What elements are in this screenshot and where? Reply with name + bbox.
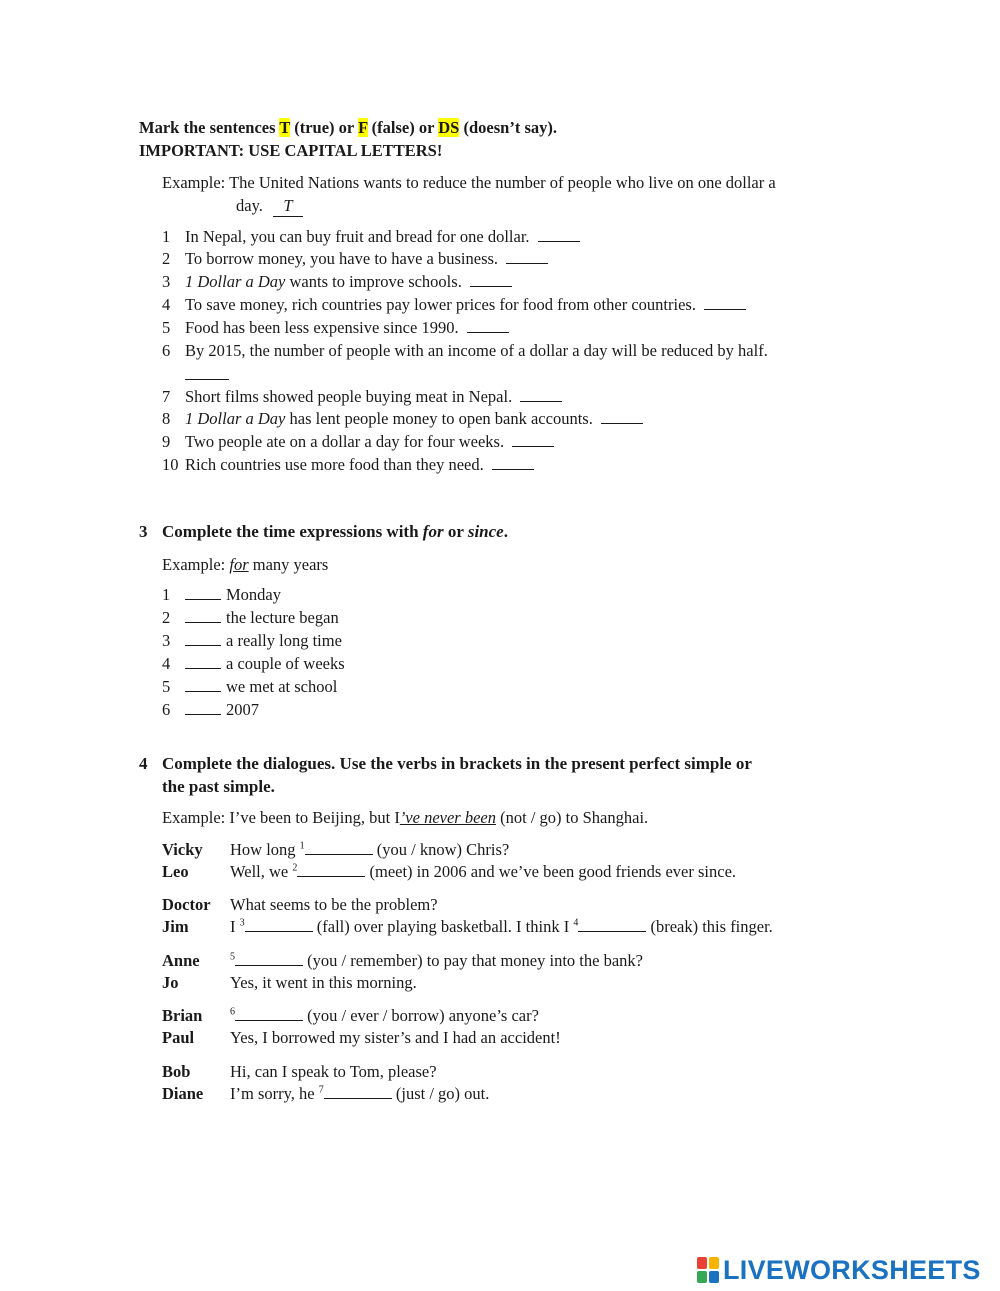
gap-number: 6: [230, 1006, 235, 1018]
dialogue-line: [162, 840, 509, 860]
list-item: [162, 318, 509, 338]
line-text: (fall) over playing basketball. I think I: [312, 917, 574, 936]
answer-field[interactable]: [185, 654, 221, 669]
item-text: To borrow money, you have to have a business.: [185, 249, 499, 268]
item-text: Food has been less expensive since 1990.: [185, 318, 459, 337]
speaker-name: Doctor: [162, 895, 211, 914]
section2-important: IMPORTANT: USE CAPITAL LETTERS!: [139, 141, 443, 160]
dialogue-line: [162, 1028, 561, 1048]
speaker-name: Anne: [162, 951, 200, 970]
example-answer: for: [229, 555, 249, 574]
answer-field[interactable]: [578, 917, 646, 932]
instr-text: Mark the sentences: [139, 118, 280, 137]
line-text: Yes, it went in this morning.: [230, 973, 417, 992]
list-item: [162, 272, 512, 292]
dialogue-line: [162, 1006, 539, 1026]
item-number: 5: [162, 318, 171, 337]
line-text: Hi, can I speak to Tom, please?: [230, 1062, 437, 1081]
doesnt-say-label: DS: [438, 118, 460, 137]
speaker-name: Leo: [162, 862, 189, 881]
instr-text: (true) or: [290, 118, 359, 137]
item-number: 4: [162, 295, 171, 314]
gap-number: 2: [292, 862, 298, 874]
speaker-name: Paul: [162, 1028, 195, 1047]
gap-number: 4: [573, 917, 579, 929]
speaker-name: Brian: [162, 1006, 203, 1025]
answer-field[interactable]: [185, 365, 229, 380]
line-text: I’m sorry, he: [230, 1084, 319, 1103]
item-text: wants to improve schools.: [285, 272, 462, 291]
answer-field[interactable]: [704, 295, 746, 310]
example-text: (not / go) to Shanghai.: [496, 808, 649, 827]
dialogue-line: [162, 951, 643, 971]
answer-field[interactable]: [305, 840, 373, 855]
title-text: Complete the dialogues. Use the verbs in brackets in the present perfect simple or: [162, 754, 752, 773]
list-item: [162, 631, 342, 651]
speaker-name: Diane: [162, 1084, 204, 1103]
item-text: has lent people money to open bank accounts.: [285, 409, 593, 428]
gap-number: 5: [230, 951, 235, 963]
item-number: 1: [162, 227, 171, 246]
example-label: Example:: [162, 555, 226, 574]
dialogue-line: [162, 895, 438, 915]
example-label: Example:: [162, 173, 226, 192]
example-text: day.: [236, 196, 263, 215]
list-item: [162, 455, 534, 475]
answer-field[interactable]: [185, 631, 221, 646]
title-text: .: [503, 522, 508, 541]
line-text: I: [230, 917, 240, 936]
example-answer: ’ve never been: [399, 808, 496, 827]
section3-title: [139, 522, 508, 542]
section4-title: [139, 754, 752, 774]
line-text: Well, we: [230, 862, 293, 881]
answer-field[interactable]: [492, 455, 534, 470]
speaker-name: Vicky: [162, 840, 203, 859]
list-item: [162, 227, 580, 247]
list-item: [162, 249, 548, 269]
line-text: (just / go) out.: [391, 1084, 490, 1103]
list-item: [162, 654, 345, 674]
item-number: 2: [162, 608, 171, 627]
list-item: [162, 409, 643, 429]
speaker-name: Jim: [162, 917, 189, 936]
list-item: [162, 700, 259, 720]
item-number: 5: [162, 677, 171, 696]
answer-field[interactable]: [185, 700, 221, 715]
dialogue-line: [162, 1062, 437, 1082]
instr-text: (false) or: [367, 118, 439, 137]
answer-field[interactable]: [324, 1084, 392, 1099]
answer-field[interactable]: [470, 272, 512, 287]
item-text: the lecture began: [226, 608, 339, 627]
list-item: [162, 387, 562, 407]
list-item: [162, 585, 281, 605]
gap-number: 7: [318, 1084, 324, 1096]
logo-text: LIVEWORKSHEETS: [723, 1254, 981, 1285]
answer-field[interactable]: [520, 387, 562, 402]
answer-field[interactable]: [185, 608, 221, 623]
title-text: Complete the time expressions with: [162, 522, 423, 541]
gap-number: 1: [299, 840, 305, 852]
dialogue-line: [162, 862, 736, 882]
item-text: Two people ate on a dollar a day for four weeks.: [185, 432, 505, 451]
item-number: 6: [162, 700, 171, 719]
answer-field[interactable]: [185, 677, 221, 692]
item-text: 2007: [226, 700, 259, 719]
example-answer: T: [273, 196, 303, 217]
item-text: a couple of weeks: [226, 654, 345, 673]
item-text: Rich countries use more food than they need.: [185, 455, 484, 474]
item-italic: 1 Dollar a Day: [185, 409, 286, 428]
dialogue-line: [162, 973, 417, 993]
item-text: a really long time: [226, 631, 342, 650]
section4-title-cont: the past simple.: [162, 777, 275, 796]
logo-icon: [697, 1257, 719, 1283]
answer-field[interactable]: [235, 951, 303, 966]
item-number: 7: [162, 387, 171, 406]
item-number: 2: [162, 249, 171, 268]
liveworksheets-logo: [697, 1255, 981, 1285]
line-text: (you / know) Chris?: [372, 840, 510, 859]
item-number: 10: [162, 455, 179, 474]
line-text: (break) this finger.: [646, 917, 773, 936]
title-since: since: [467, 522, 504, 541]
dialogue-line: [162, 1084, 489, 1104]
section2-example-cont: [236, 196, 303, 217]
item-number: 6: [162, 341, 171, 360]
item-text: By 2015, the number of people with an income of a dollar a day will be reduced by half.: [185, 341, 768, 360]
section4-example: [162, 808, 648, 828]
line-text: Yes, I borrowed my sister’s and I had an accident!: [230, 1028, 561, 1047]
item-text: In Nepal, you can buy fruit and bread for one dollar.: [185, 227, 530, 246]
list-item: [162, 432, 554, 452]
answer-field[interactable]: [512, 432, 554, 447]
section2-example: [162, 173, 776, 193]
section2-instruction: [139, 118, 557, 138]
item-text: To save money, rich countries pay lower prices for food from other countries.: [185, 295, 696, 314]
line-text: (you / ever / borrow) anyone’s car?: [303, 1006, 539, 1025]
section-number: 3: [139, 522, 148, 541]
answer-field[interactable]: [467, 318, 509, 333]
line-text: (you / remember) to pay that money into the bank?: [303, 951, 643, 970]
instr-text: (doesn’t say).: [459, 118, 557, 137]
speaker-name: Jo: [162, 973, 179, 992]
answer-field[interactable]: [185, 585, 221, 600]
answer-field[interactable]: [538, 227, 580, 242]
list-item: [162, 608, 339, 628]
gap-number: 3: [239, 917, 245, 929]
item-number: 8: [162, 409, 171, 428]
item-text: Short films showed people buying meat in Nepal.: [185, 387, 513, 406]
item-italic: 1 Dollar a Day: [185, 272, 286, 291]
item-number: 9: [162, 432, 171, 451]
answer-field[interactable]: [245, 917, 313, 932]
list-item: [162, 295, 746, 315]
answer-field[interactable]: [235, 1006, 303, 1021]
line-text: How long: [230, 840, 300, 859]
item-number: 1: [162, 585, 171, 604]
answer-field[interactable]: [506, 249, 548, 264]
answer-field[interactable]: [601, 409, 643, 424]
title-for: for: [422, 522, 444, 541]
item-text: we met at school: [226, 677, 338, 696]
item-text: Monday: [226, 585, 281, 604]
answer-field[interactable]: [297, 862, 365, 877]
section-number: 4: [139, 754, 148, 773]
speaker-name: Bob: [162, 1062, 191, 1081]
example-text: many years: [248, 555, 329, 574]
example-text: The United Nations wants to reduce the number of people who live on one dollar a: [229, 173, 776, 192]
list-item: [162, 341, 768, 361]
line-text: What seems to be the problem?: [230, 895, 438, 914]
section3-example: [162, 555, 328, 575]
example-text: Example: I’ve been to Beijing, but I: [162, 808, 400, 827]
list-item: [162, 677, 337, 697]
true-label: T: [279, 118, 291, 137]
item-number: 3: [162, 272, 171, 291]
dialogue-line: [162, 917, 773, 937]
false-label: F: [358, 118, 368, 137]
item-number: 4: [162, 654, 171, 673]
line-text: (meet) in 2006 and we’ve been good friends ever since.: [365, 862, 737, 881]
title-text: or: [443, 522, 468, 541]
item-number: 3: [162, 631, 171, 650]
